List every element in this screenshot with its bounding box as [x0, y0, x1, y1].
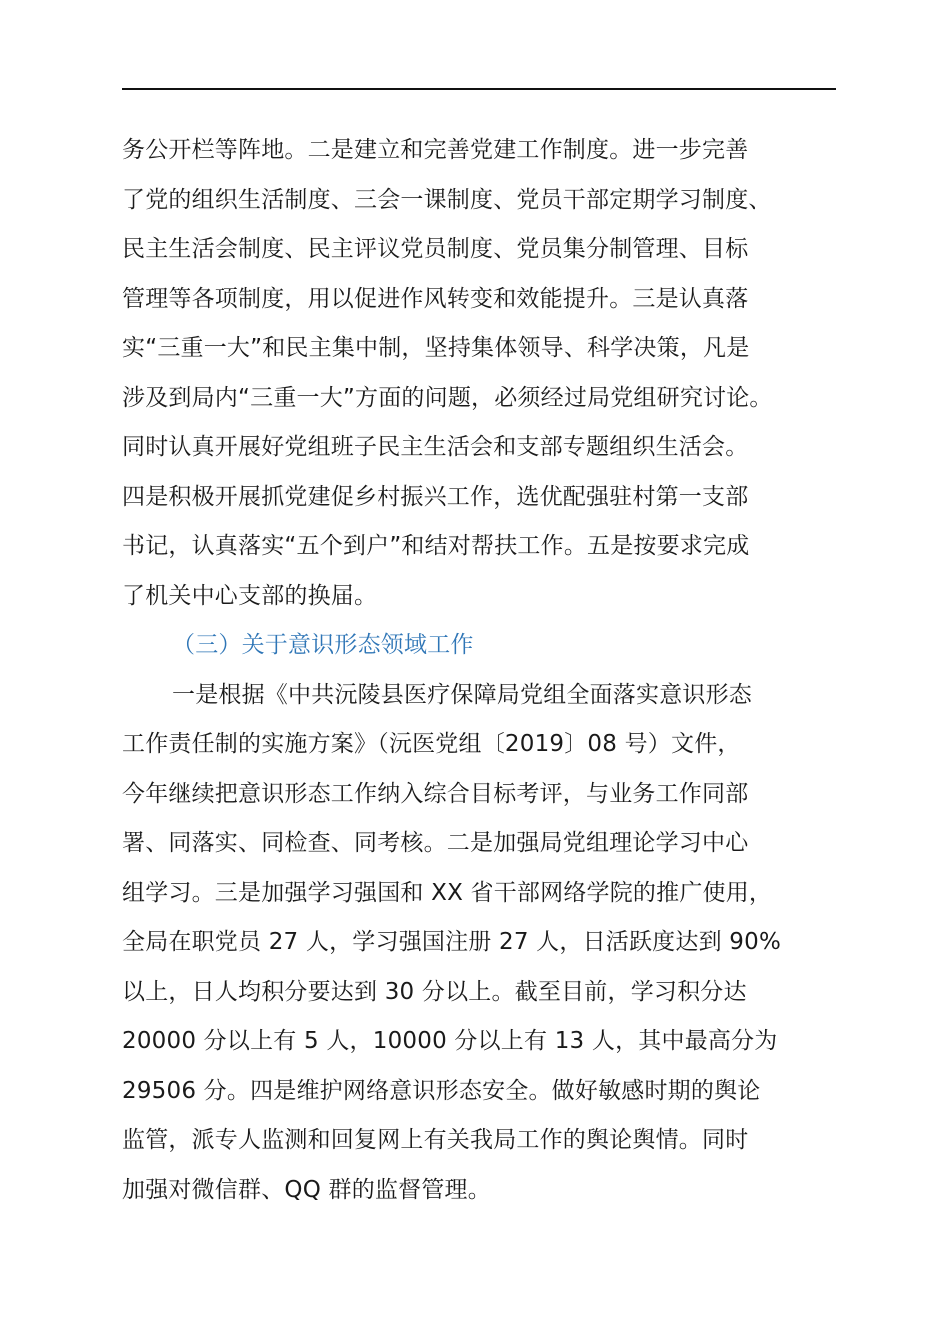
text-line: 了党的组织生活制度、三会一课制度、党员干部定期学习制度、	[122, 186, 772, 213]
text-line: 20000 分以上有 5 人，10000 分以上有 13 人，其中最高分为	[122, 1028, 778, 1054]
text-line: 了机关中心支部的换届。	[122, 582, 378, 609]
text-line: 署、同落实、同检查、同考核。二是加强局党组理论学习中心	[122, 830, 749, 856]
text-line: 四是积极开展抓党建促乡村振兴工作，选优配强驻村第一支部	[122, 483, 749, 510]
section-heading: （三）关于意识形态领域工作	[172, 632, 474, 658]
text-line: 全局在职党员 27 人，学习强国注册 27 人，日活跃度达到 90%	[122, 929, 782, 955]
text-line: 组学习。三是加强学习强国和 XX 省干部网络学院的推广使用，	[122, 879, 773, 906]
text-line: 管理等各项制度，用以促进作风转变和效能提升。三是认真落	[122, 285, 749, 312]
text-line: 监管，派专人监测和回复网上有关我局工作的舆论舆情。同时	[122, 1127, 749, 1153]
text-line: 一是根据《中共沅陵县医疗保障局党组全面落实意识形态	[172, 681, 752, 708]
paragraph-continued	[122, 126, 842, 621]
text-line: 涉及到局内“三重一大”方面的问题，必须经过局党组研究讨论。	[122, 384, 773, 411]
text-line: 29506 分。四是维护网络意识形态安全。做好敏感时期的舆论	[122, 1077, 761, 1104]
text-line: 书记，认真落实“五个到户”和结对帮扶工作。五是按要求完成	[122, 533, 750, 559]
text-line: 同时认真开展好党组班子民主生活会和支部专题组织生活会。	[122, 434, 749, 460]
header-rule	[122, 88, 836, 90]
text-line: 务公开栏等阵地。二是建立和完善党建工作制度。进一步完善	[122, 137, 749, 163]
text-line: 以上，日人均积分要达到 30 分以上。截至目前，学习积分达	[122, 978, 747, 1005]
document-body	[122, 126, 842, 1215]
text-line: 今年继续把意识形态工作纳入综合目标考评，与业务工作同部	[122, 780, 749, 807]
paragraph-section	[122, 671, 842, 1216]
text-line: 工作责任制的实施方案》（沅医党组〔2019〕08 号）文件，	[122, 731, 741, 757]
text-line: 加强对微信群、QQ 群的监督管理。	[122, 1176, 491, 1203]
text-line: 实“三重一大”和民主集中制，坚持集体领导、科学决策，凡是	[122, 335, 750, 361]
text-line: 民主生活会制度、民主评议党员制度、党员集分制管理、目标	[122, 236, 749, 262]
